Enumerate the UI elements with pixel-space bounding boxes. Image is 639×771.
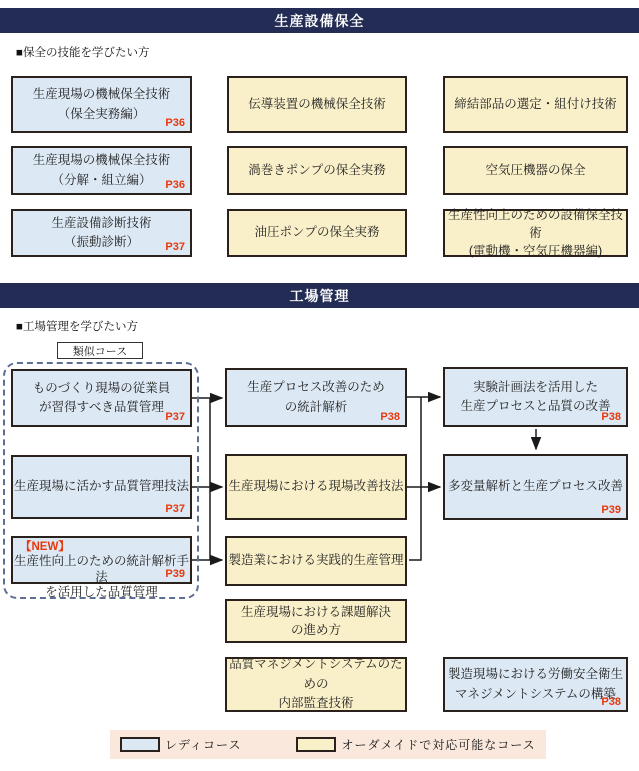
course-title-line: の統計解析 [284, 399, 348, 414]
ready-course-label: レディコース [165, 738, 242, 752]
course-title-line: を活用した品質管理 [45, 585, 158, 600]
page-ref: P37 [165, 240, 185, 253]
course-title-line: 生産現場の機械保全技術 [32, 87, 171, 102]
course-title-line: (電動機・空気圧機器編) [468, 244, 603, 259]
course-title-line: ものづくり現場の従業員 [32, 380, 171, 395]
course-box [443, 367, 628, 427]
course-title-line: 生産プロセス改善のため [247, 380, 385, 395]
course-box [443, 209, 628, 257]
section1-subtitle: ■保全の技能を学びたい方 [16, 47, 150, 59]
course-box [225, 657, 407, 712]
course-title-line: 生産現場の機械保全技術 [32, 153, 171, 168]
course-box [11, 455, 192, 519]
course-title-line: 伝導装置の機械保全技術 [248, 96, 386, 111]
course-box [11, 536, 192, 600]
course-box [227, 209, 407, 257]
course-box [11, 146, 192, 195]
course-box [227, 146, 407, 195]
course-box [225, 454, 407, 520]
course-box [443, 454, 628, 520]
page-ref: P38 [601, 695, 621, 708]
course-box [227, 76, 407, 133]
course-title-line: 生産現場に活かす品質管理技法 [13, 479, 189, 494]
course-box [225, 536, 407, 586]
section1-header [0, 8, 639, 33]
course-title-line: の進め方 [290, 623, 341, 637]
page-ref: P39 [601, 503, 621, 516]
course-title-line: 生産現場における現場改善技法 [228, 479, 404, 494]
course-title-line: 生産プロセスと品質の改善 [460, 399, 611, 413]
page-ref: P38 [601, 410, 621, 423]
course-box [225, 368, 407, 427]
page-ref: P36 [165, 116, 185, 129]
course-title-line: マネジメントシステムの構築 [455, 686, 616, 701]
section1-title: 生産設備保全 [274, 12, 365, 29]
course-box [443, 657, 628, 712]
course-title-line: 製造業における実践的生産管理 [228, 553, 404, 568]
course-title-line: （保全実務編） [57, 106, 146, 121]
course-title-line: 製造現場における労働安全衛生 [447, 667, 623, 682]
course-title-line: 多変量解析と生産プロセス改善 [447, 479, 623, 494]
section2-header [0, 283, 639, 308]
course-box [11, 76, 192, 133]
course-title-line: （振動診断） [63, 235, 139, 249]
course-title-line: 品質マネジメントシステムのための [229, 657, 403, 691]
course-title-line: 生産設備診断技術 [51, 215, 152, 230]
new-badge: 【NEW】 [20, 541, 70, 553]
ready-course-swatch [120, 737, 160, 752]
page-ref: P36 [165, 178, 185, 191]
course-title-line: 空気圧機器の保全 [485, 162, 586, 177]
course-title-line: 油圧ポンプの保全実務 [254, 225, 380, 240]
course-box [11, 369, 192, 427]
course-title-line: が習得すべき品質管理 [39, 400, 164, 414]
course-title-line: （分解・組立編） [51, 172, 152, 187]
course-title-line: 実験計画法を活用した [472, 379, 598, 394]
page-ref: P37 [165, 502, 185, 515]
course-box [11, 209, 192, 257]
page-ref: P38 [380, 410, 400, 423]
legend [110, 730, 546, 759]
page-ref: P37 [165, 410, 185, 423]
section2-subtitle: ■工場管理を学びたい方 [16, 321, 138, 333]
course-box [443, 146, 628, 195]
similar-course-label: 類似コース [57, 342, 143, 359]
course-title-line: 生産性向上のための設備保全技術 [447, 207, 623, 240]
course-box [443, 76, 628, 133]
section2-title: 工場管理 [289, 287, 350, 304]
course-box [225, 599, 407, 643]
course-title-line: 生産性向上のための統計解析手法 [13, 554, 189, 584]
course-title-line: 締結部品の選定・組付け技術 [454, 96, 617, 111]
page-ref: P39 [165, 567, 185, 580]
custom-course-label: オーダメイドで対応可能なコース [341, 738, 536, 752]
course-title-line: 渦巻きポンプの保全実務 [248, 162, 386, 177]
course-title-line: 内部監査技術 [278, 696, 354, 711]
custom-course-swatch [296, 737, 336, 752]
course-title-line: 生産現場における課題解決 [240, 604, 391, 619]
